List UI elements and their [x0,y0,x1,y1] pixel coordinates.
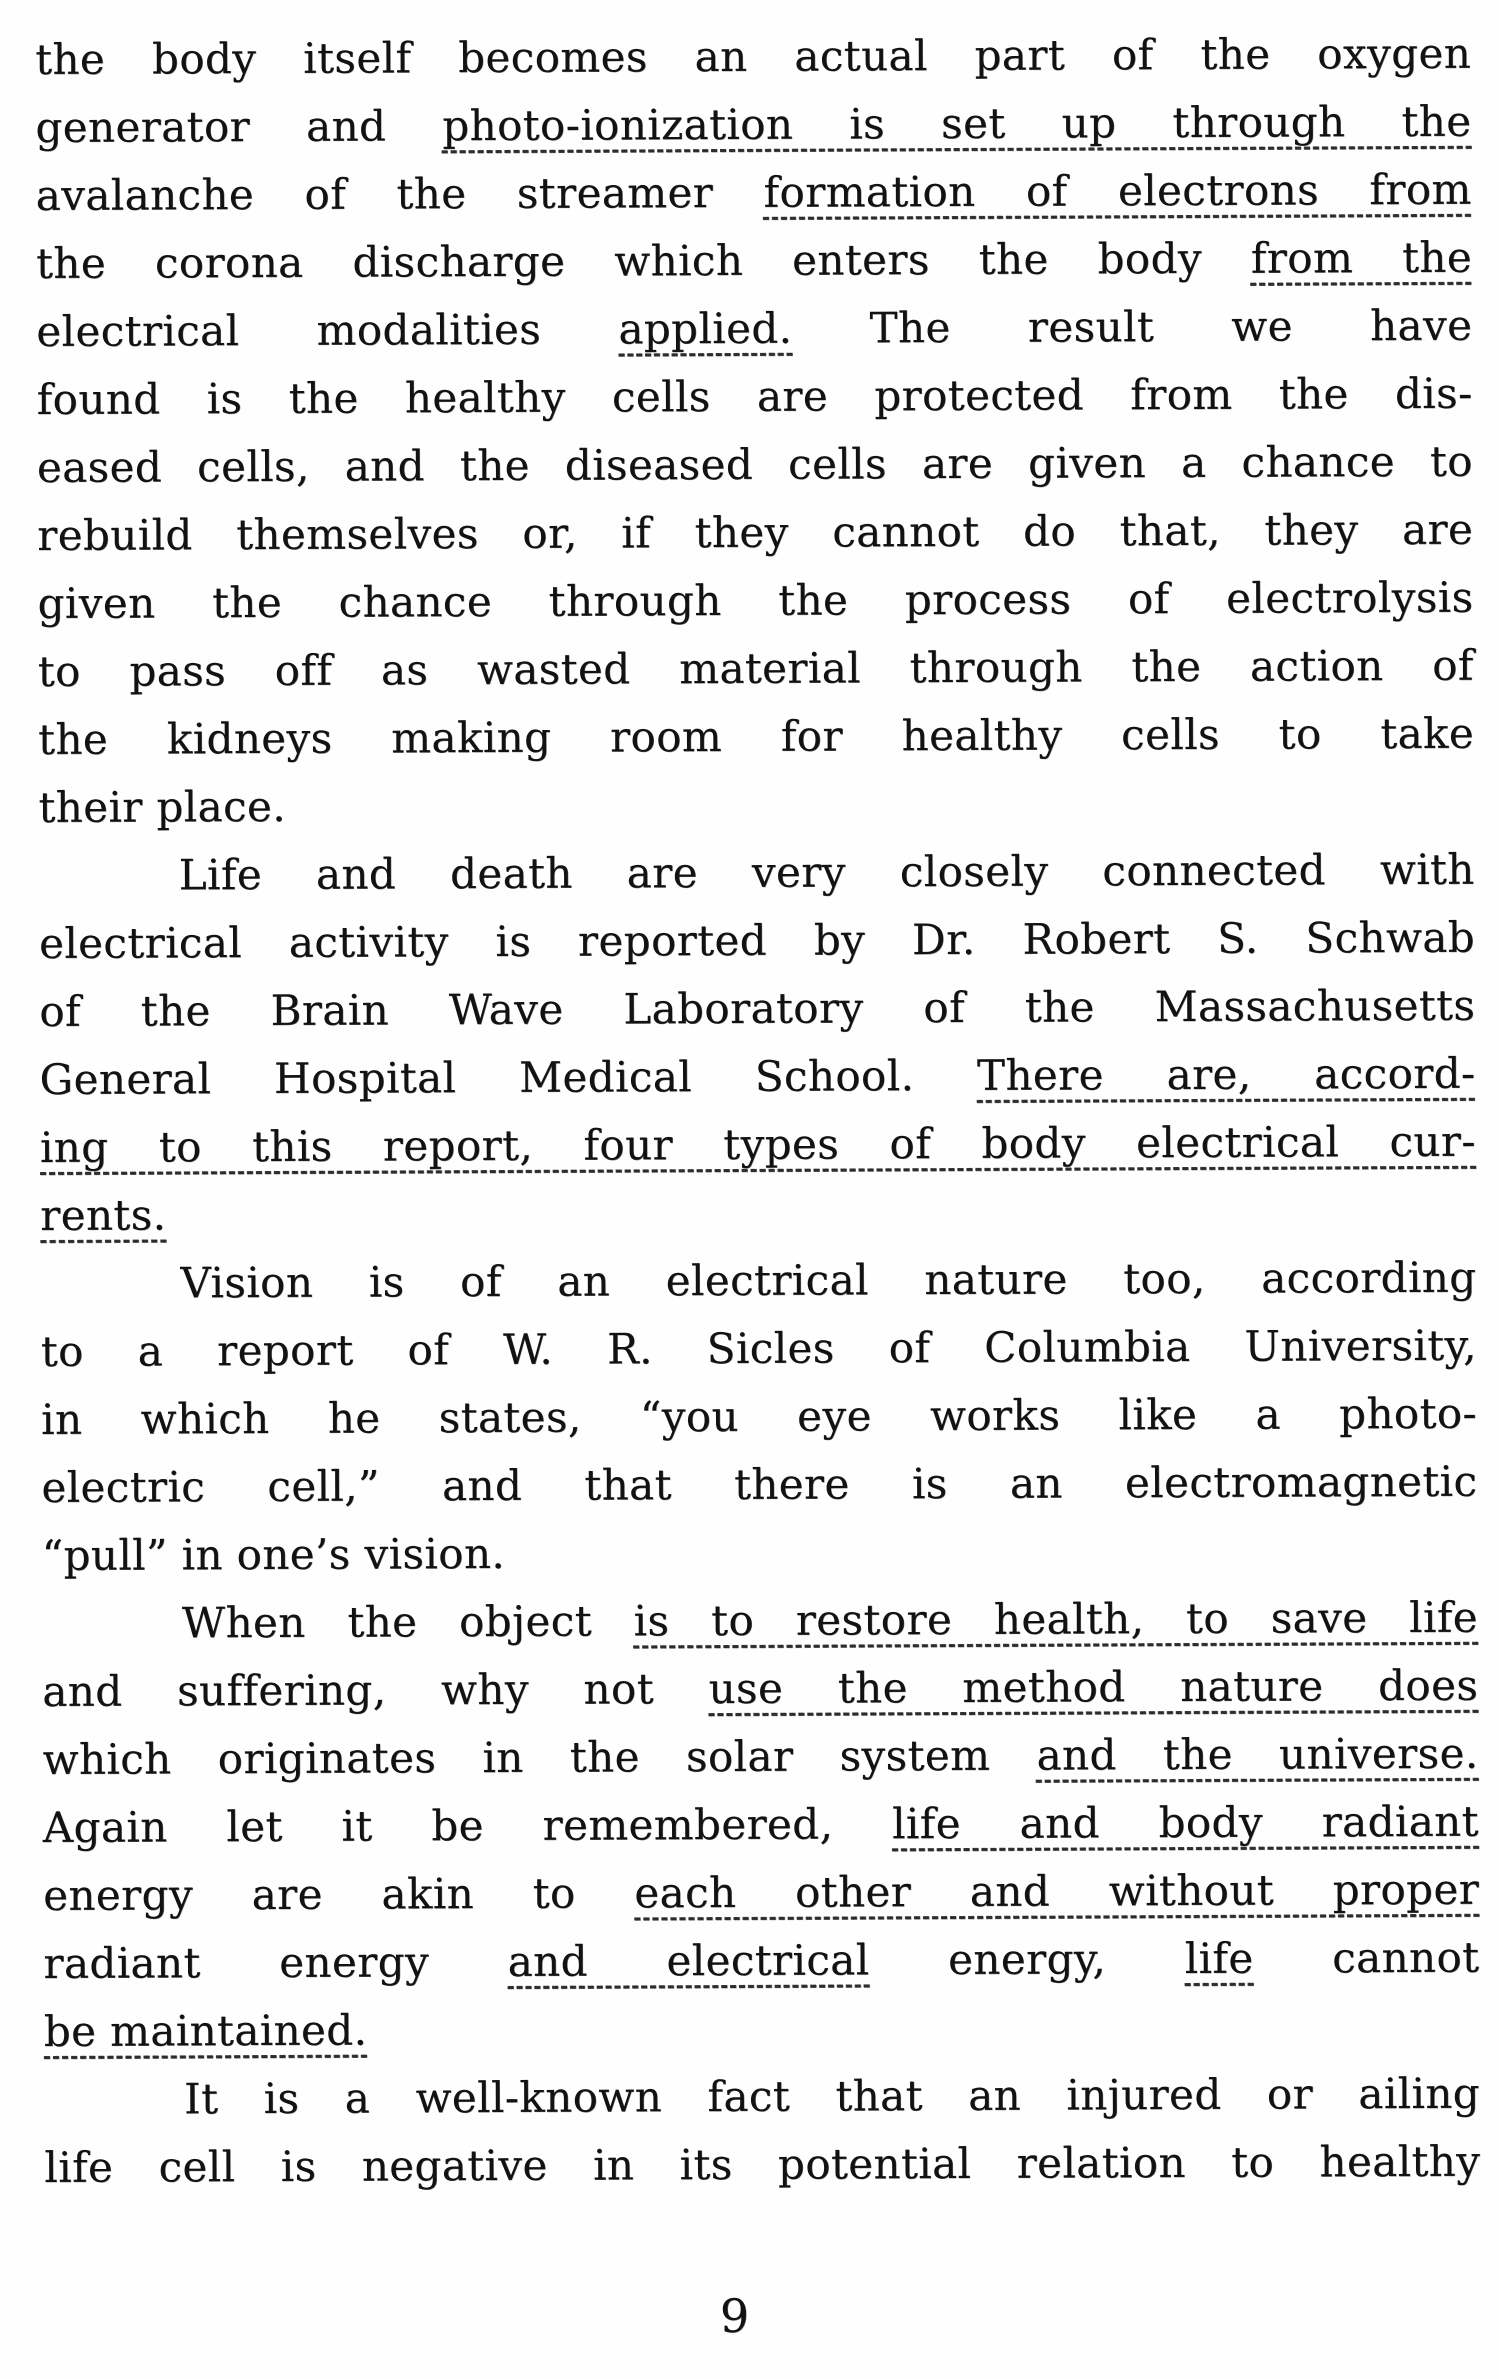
pencil-underlined-text: each other and without proper [634,1864,1480,1918]
text-line [39,836,1475,910]
text-line [42,1720,1478,1794]
text-line [44,2128,1480,2202]
text-line [36,292,1472,366]
text-line [41,1312,1477,1386]
text-line [36,156,1472,230]
pencil-underlined-text: rents. [40,1190,167,1240]
text-segment: and suffering, why not [42,1664,655,1716]
text-segment: the kidneys making room for healthy cells to take [38,708,1475,764]
text-segment: electrical activity is reported by Dr. Robert S. Schwab [38,912,1476,968]
text-line [37,564,1473,638]
text-line [43,1788,1479,1862]
text-segment: When the object [181,1596,593,1648]
text-segment: radiant energy [43,1937,430,1988]
text-line [40,1108,1476,1182]
text-line [40,1176,1476,1250]
text-segment: in which he states, “you eye works like a photo- [40,1388,1478,1444]
text-segment: electric cell,” and that there is an electromagnetic [41,1456,1478,1512]
text-segment: energy are akin to [43,1868,576,1920]
pencil-underlined-text: ing to this report, four types of body electrical cur- [39,1116,1476,1172]
text-segment: Vision is of an electrical nature too, according [180,1252,1477,1308]
pencil-underlined-text: formation of electrons from [763,164,1472,217]
pencil-underlined-text: from the [1250,232,1473,283]
text-line [42,1516,1478,1590]
text-line [44,1992,1480,2066]
text-segment: avalanche of the streamer [35,168,714,220]
text-line [36,360,1472,434]
text-segment: to a report of W. R. Sicles of Columbia University, [40,1320,1477,1376]
pencil-underlined-text: life [1184,1933,1254,1984]
text-line [42,1584,1478,1658]
text-segment: generator and [35,101,387,152]
text-segment: which originates in the solar system [42,1730,991,1784]
pencil-underlined-text: use the method nature does [708,1660,1479,1714]
pencil-underlined-text: There are, accord- [976,1048,1476,1100]
text-segment: rebuild themselves or, if they cannot do that, they are [37,504,1474,560]
pencil-underlined-text: and the universe. [1036,1728,1479,1780]
text-line [41,1380,1477,1454]
text-segment: eased cells, and the diseased cells are given a chance to [36,436,1474,492]
text-line [43,1856,1479,1930]
text-segment: their place. [38,781,287,832]
pencil-underlined-text: photo-ionization is set up through the [442,96,1472,151]
page-number: 9 [719,2289,750,2343]
text-segment: Again let it be remembered, [42,1799,834,1852]
text-line [39,1040,1475,1114]
text-segment: given the chance through the process of electrolysis [37,572,1474,628]
text-segment: Life and death are very closely connected with [178,844,1475,900]
text-segment: of the Brain Wave Laboratory of the Massachusetts [39,980,1476,1036]
text-segment: energy, [947,1934,1107,1985]
text-line [38,700,1474,774]
text-segment: electrical modalities [36,304,542,356]
pencil-underlined-text: and electrical [507,1935,870,1986]
text-line [37,428,1473,502]
text-line [43,1924,1479,1998]
text-segment: life cell is negative in its potential relation to healthy [44,2136,1481,2192]
text-line [35,88,1471,162]
text-line [42,1652,1478,1726]
pencil-underlined-text: life and body radiant [891,1796,1479,1849]
text-line [39,972,1475,1046]
text-line [44,2060,1480,2134]
text-line [41,1448,1477,1522]
pencil-underlined-text: is to restore health, to save life [633,1592,1479,1646]
text-line [38,632,1474,706]
page-text [35,20,1480,2202]
text-segment: to pass off as wasted material through the action of [37,640,1474,696]
text-segment: the corona discharge which enters the body [35,233,1203,288]
text-line [38,768,1474,842]
text-segment: General Hospital Medical School. [39,1051,915,1104]
pencil-underlined-text: applied. [618,303,793,354]
text-segment: found is the healthy cells are protected from the dis- [36,368,1473,424]
pencil-underlined-text: be maintained. [43,2005,368,2056]
text-segment: cannot [1332,1932,1480,1983]
text-line [39,904,1475,978]
text-line [37,496,1473,570]
text-line [35,20,1471,94]
text-segment: “pull” in one’s vision. [41,1528,506,1580]
text-segment: the body itself becomes an actual part of the oxygen [35,28,1472,84]
text-segment: It is a well-known fact that an injured or ailing [183,2068,1481,2124]
text-line [36,224,1472,298]
text-line [40,1244,1476,1318]
text-segment: The result we have [869,300,1473,353]
